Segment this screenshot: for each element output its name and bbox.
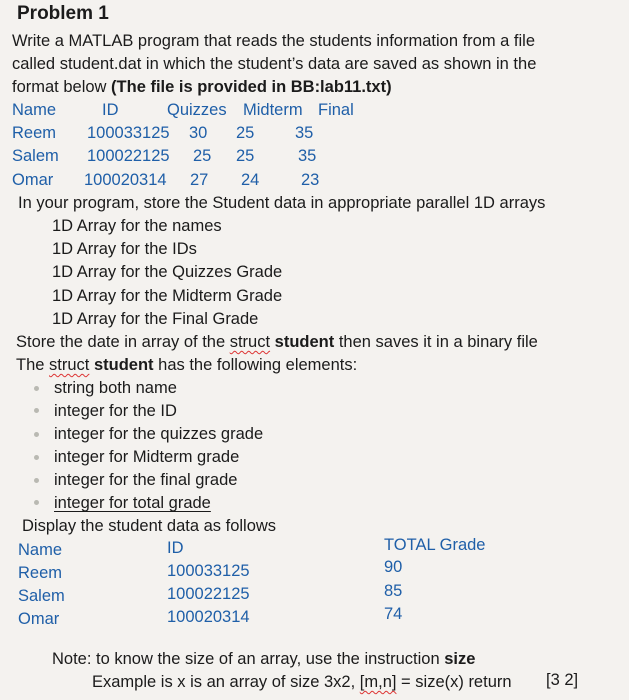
array-item-names: 1D Array for the names bbox=[52, 217, 222, 235]
bullet-dot bbox=[34, 408, 39, 413]
store-line bbox=[16, 331, 538, 353]
array-item-ids: 1D Array for the IDs bbox=[52, 240, 197, 258]
file-row-3-midterm: 24 bbox=[241, 171, 260, 189]
display-row-3-id: 100020314 bbox=[167, 608, 250, 626]
display-row-3-total: 74 bbox=[384, 605, 403, 623]
intro-line-2: called student.dat in which the student’s data are saved as shown in the bbox=[12, 55, 537, 73]
student-keyword-2: student bbox=[93, 356, 154, 374]
element-total: integer for total grade bbox=[54, 494, 211, 512]
element-quizzes: integer for the quizzes grade bbox=[54, 425, 264, 443]
struct-keyword: struct bbox=[229, 333, 271, 351]
file-header-quizzes: Quizzes bbox=[167, 101, 227, 119]
file-row-1-final: 35 bbox=[295, 124, 314, 142]
file-row-3-final: 23 bbox=[301, 171, 320, 189]
example-mn: [m,n] bbox=[359, 673, 397, 691]
store-text-pre: Store the date in array of the bbox=[16, 333, 230, 351]
array-item-final: 1D Array for the Final Grade bbox=[52, 310, 259, 328]
example-line bbox=[92, 671, 512, 693]
display-header-id: ID bbox=[167, 539, 184, 557]
file-row-2-final: 35 bbox=[298, 147, 317, 165]
display-row-2-total: 85 bbox=[384, 582, 403, 600]
problem-title: Problem 1 bbox=[17, 3, 109, 24]
element-id: integer for the ID bbox=[54, 402, 177, 420]
file-header-midterm: Midterm bbox=[243, 101, 303, 119]
file-header-id: ID bbox=[102, 101, 119, 119]
file-row-1-id: 100033125 bbox=[87, 124, 170, 142]
file-row-2-quizzes: 25 bbox=[193, 147, 212, 165]
struct-text-pre: The bbox=[16, 356, 50, 374]
bullet-dot bbox=[34, 455, 39, 460]
display-header-name: Name bbox=[18, 541, 63, 559]
student-keyword: student bbox=[274, 333, 335, 351]
intro-line-1: Write a MATLAB program that reads the students information from a file bbox=[12, 32, 536, 50]
file-row-3-id: 100020314 bbox=[84, 171, 167, 189]
array-item-quizzes: 1D Array for the Quizzes Grade bbox=[52, 263, 283, 281]
intro-line-3-text: format below bbox=[12, 78, 112, 96]
file-row-3-quizzes: 27 bbox=[190, 171, 209, 189]
display-row-1-id: 100033125 bbox=[167, 562, 250, 580]
display-header-total: TOTAL Grade bbox=[384, 536, 486, 554]
struct-line bbox=[16, 354, 357, 376]
display-row-2-name: Salem bbox=[18, 587, 65, 605]
array-item-midterm: 1D Array for the Midterm Grade bbox=[52, 287, 283, 305]
store-text-post: then saves it in a binary file bbox=[334, 333, 538, 351]
file-row-2-midterm: 25 bbox=[236, 147, 255, 165]
display-row-1-name: Reem bbox=[18, 564, 63, 582]
element-name: string both name bbox=[54, 379, 177, 397]
bullet-dot bbox=[34, 432, 39, 437]
note-size-keyword: size bbox=[444, 650, 476, 668]
struct-text-post: has the following elements: bbox=[153, 356, 358, 374]
example-text-post: = size(x) return bbox=[396, 673, 512, 691]
element-final: integer for the final grade bbox=[54, 471, 238, 489]
display-intro: Display the student data as follows bbox=[22, 517, 277, 535]
file-row-3-name: Omar bbox=[12, 171, 54, 189]
struct-keyword-2: struct bbox=[49, 356, 90, 374]
file-note: (The file is provided in BB:lab11.txt) bbox=[111, 78, 392, 96]
bullet-dot bbox=[34, 386, 39, 391]
note-line bbox=[52, 648, 475, 670]
bullet-dot bbox=[34, 478, 39, 483]
file-row-2-name: Salem bbox=[12, 147, 59, 165]
note-text: Note: to know the size of an array, use the instruction bbox=[52, 650, 445, 668]
example-result: [3 2] bbox=[546, 671, 579, 689]
display-row-3-name: Omar bbox=[18, 610, 60, 628]
file-row-1-midterm: 25 bbox=[236, 124, 255, 142]
file-header-final: Final bbox=[318, 101, 354, 119]
display-row-2-id: 100022125 bbox=[167, 585, 250, 603]
file-header-name: Name bbox=[12, 101, 57, 119]
file-row-2-id: 100022125 bbox=[87, 147, 170, 165]
element-midterm: integer for Midterm grade bbox=[54, 448, 240, 466]
arrays-intro: In your program, store the Student data in appropriate parallel 1D arrays bbox=[18, 194, 546, 212]
example-text: Example is x is an array of size 3x2, bbox=[92, 673, 360, 691]
display-row-1-total: 90 bbox=[384, 558, 403, 576]
intro-line-3 bbox=[12, 76, 392, 98]
bullet-dot bbox=[34, 500, 39, 505]
file-row-1-quizzes: 30 bbox=[189, 124, 208, 142]
file-row-1-name: Reem bbox=[12, 124, 57, 142]
